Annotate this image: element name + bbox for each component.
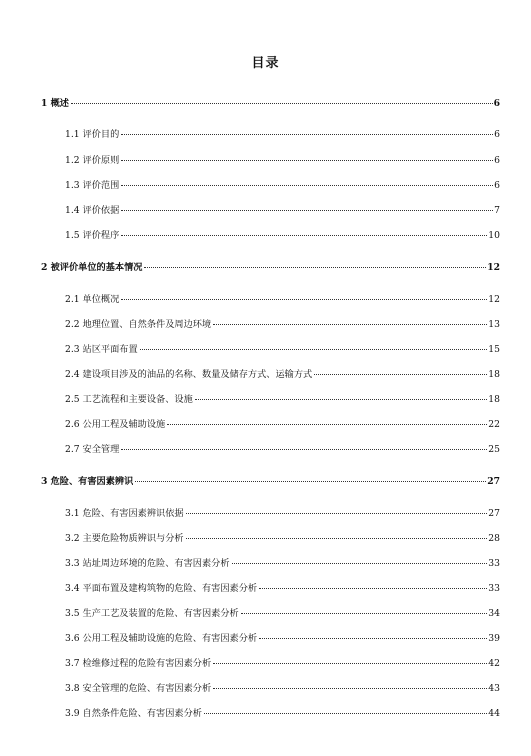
dot-leader — [121, 185, 493, 186]
toc-section-1-4[interactable] — [65, 204, 500, 218]
toc-page-number: 6 — [494, 129, 500, 140]
toc-section-2-4[interactable] — [65, 368, 500, 382]
dot-leader — [241, 613, 488, 614]
toc-entry-label: 1.3 评价范围 — [65, 180, 120, 191]
toc-page-number: 25 — [488, 444, 500, 455]
toc-section-3-7[interactable] — [65, 657, 500, 671]
toc-entry-label: 3.8 安全管理的危险、有害因素分析 — [65, 683, 212, 694]
toc-page-number: 34 — [488, 608, 500, 619]
toc-page-number: 28 — [488, 533, 500, 544]
dot-leader — [213, 663, 487, 664]
dot-leader — [195, 399, 488, 400]
dot-leader — [144, 267, 486, 268]
toc-section-3-4[interactable] — [65, 582, 500, 596]
toc-entry-label: 1.5 评价程序 — [65, 230, 120, 241]
dot-leader — [204, 713, 487, 714]
toc-section-1-2[interactable] — [65, 154, 500, 168]
toc-section-3-5[interactable] — [65, 607, 500, 621]
toc-page-number: 33 — [488, 558, 500, 569]
toc-section-2-1[interactable] — [65, 293, 500, 307]
page-title: 目录 — [251, 56, 280, 71]
toc-page-number: 22 — [488, 419, 500, 430]
dot-leader — [121, 134, 493, 135]
toc-page-number: 12 — [488, 294, 500, 305]
dot-leader — [213, 688, 487, 689]
toc-entry-label: 3.1 危险、有害因素辨识依据 — [65, 508, 184, 519]
dot-leader — [71, 103, 493, 104]
toc-page-number: 10 — [488, 230, 500, 241]
toc-section-3-3[interactable] — [65, 557, 500, 571]
toc-section-3-1[interactable] — [65, 507, 500, 521]
toc-entry-label: 1.1 评价目的 — [65, 129, 120, 140]
toc-page-number: 33 — [488, 583, 500, 594]
dot-leader — [213, 324, 487, 325]
dot-leader — [121, 235, 487, 236]
toc-entry-label: 1.4 评价依据 — [65, 205, 120, 216]
toc-page-number: 6 — [494, 180, 500, 191]
dot-leader — [259, 588, 487, 589]
toc-entry-label: 1 概述 — [41, 98, 69, 109]
toc-page-number: 39 — [488, 633, 500, 644]
dot-leader — [186, 538, 488, 539]
toc-section-2-3[interactable] — [65, 343, 500, 357]
toc-section-3-8[interactable] — [65, 682, 500, 696]
toc-entry-label: 3.4 平面布置及建构筑物的危险、有害因素分析 — [65, 583, 258, 594]
toc-entry-label: 2.3 站区平面布置 — [65, 344, 138, 355]
toc-page-number: 44 — [488, 708, 500, 719]
toc-section-2-6[interactable] — [65, 418, 500, 432]
toc-page-number: 18 — [488, 369, 500, 380]
dot-leader — [121, 210, 493, 211]
toc-page-number: 6 — [493, 98, 500, 109]
toc-section-3-6[interactable] — [65, 632, 500, 646]
dot-leader — [167, 424, 487, 425]
toc-entry-label: 2.4 建设项目涉及的油品的名称、数量及储存方式、运输方式 — [65, 369, 313, 380]
toc-section-1-3[interactable] — [65, 179, 500, 193]
toc-page-number: 13 — [488, 319, 500, 330]
toc-entry-label: 3.5 生产工艺及装置的危险、有害因素分析 — [65, 608, 239, 619]
toc-entry-label: 2.6 公用工程及辅助设施 — [65, 419, 166, 430]
toc-entry-label: 2.5 工艺流程和主要设备、设施 — [65, 394, 193, 405]
toc-entry-label: 3.7 检维修过程的危险有害因素分析 — [65, 658, 212, 669]
toc-chapter-3[interactable] — [41, 475, 500, 489]
toc-chapter-2[interactable] — [41, 261, 500, 275]
toc-section-1-1[interactable] — [65, 128, 500, 142]
toc-page-number: 42 — [488, 658, 500, 669]
toc-entry-label: 2.1 单位概况 — [65, 294, 120, 305]
toc-entry-label: 3.3 站址周边环境的危险、有害因素分析 — [65, 558, 230, 569]
dot-leader — [314, 374, 487, 375]
toc-page-number: 43 — [488, 683, 500, 694]
dot-leader — [259, 638, 487, 639]
dot-leader — [186, 513, 488, 514]
toc-page-number: 27 — [488, 508, 500, 519]
toc-entry-label: 2.2 地理位置、自然条件及周边环境 — [65, 319, 212, 330]
toc-section-3-9[interactable] — [65, 707, 500, 721]
toc-section-2-7[interactable] — [65, 443, 500, 457]
toc-page-number: 27 — [487, 476, 500, 487]
toc-entry-label: 2 被评价单位的基本情况 — [41, 262, 143, 273]
toc-section-2-2[interactable] — [65, 318, 500, 332]
dot-leader — [121, 449, 487, 450]
dot-leader — [121, 299, 487, 300]
toc-entry-label: 3 危险、有害因素辨识 — [41, 476, 134, 487]
toc-entry-label: 2.7 安全管理 — [65, 444, 120, 455]
toc-section-1-5[interactable] — [65, 229, 500, 243]
dot-leader — [232, 563, 488, 564]
toc-page-number: 6 — [494, 155, 500, 166]
toc-section-3-2[interactable] — [65, 532, 500, 546]
toc-page-number: 18 — [488, 394, 500, 405]
toc-entry-label: 3.2 主要危险物质辨识与分析 — [65, 533, 184, 544]
dot-leader — [140, 349, 488, 350]
toc-page-number: 12 — [487, 262, 500, 273]
toc-page-number: 15 — [488, 344, 500, 355]
dot-leader — [135, 481, 486, 482]
toc-entry-label: 3.6 公用工程及辅助设施的危险、有害因素分析 — [65, 633, 258, 644]
toc-chapter-1[interactable] — [41, 97, 500, 111]
toc-page-number: 7 — [494, 205, 500, 216]
toc-section-2-5[interactable] — [65, 393, 500, 407]
toc-entry-label: 1.2 评价原则 — [65, 155, 120, 166]
toc-entry-label: 3.9 自然条件危险、有害因素分析 — [65, 708, 202, 719]
dot-leader — [121, 160, 493, 161]
